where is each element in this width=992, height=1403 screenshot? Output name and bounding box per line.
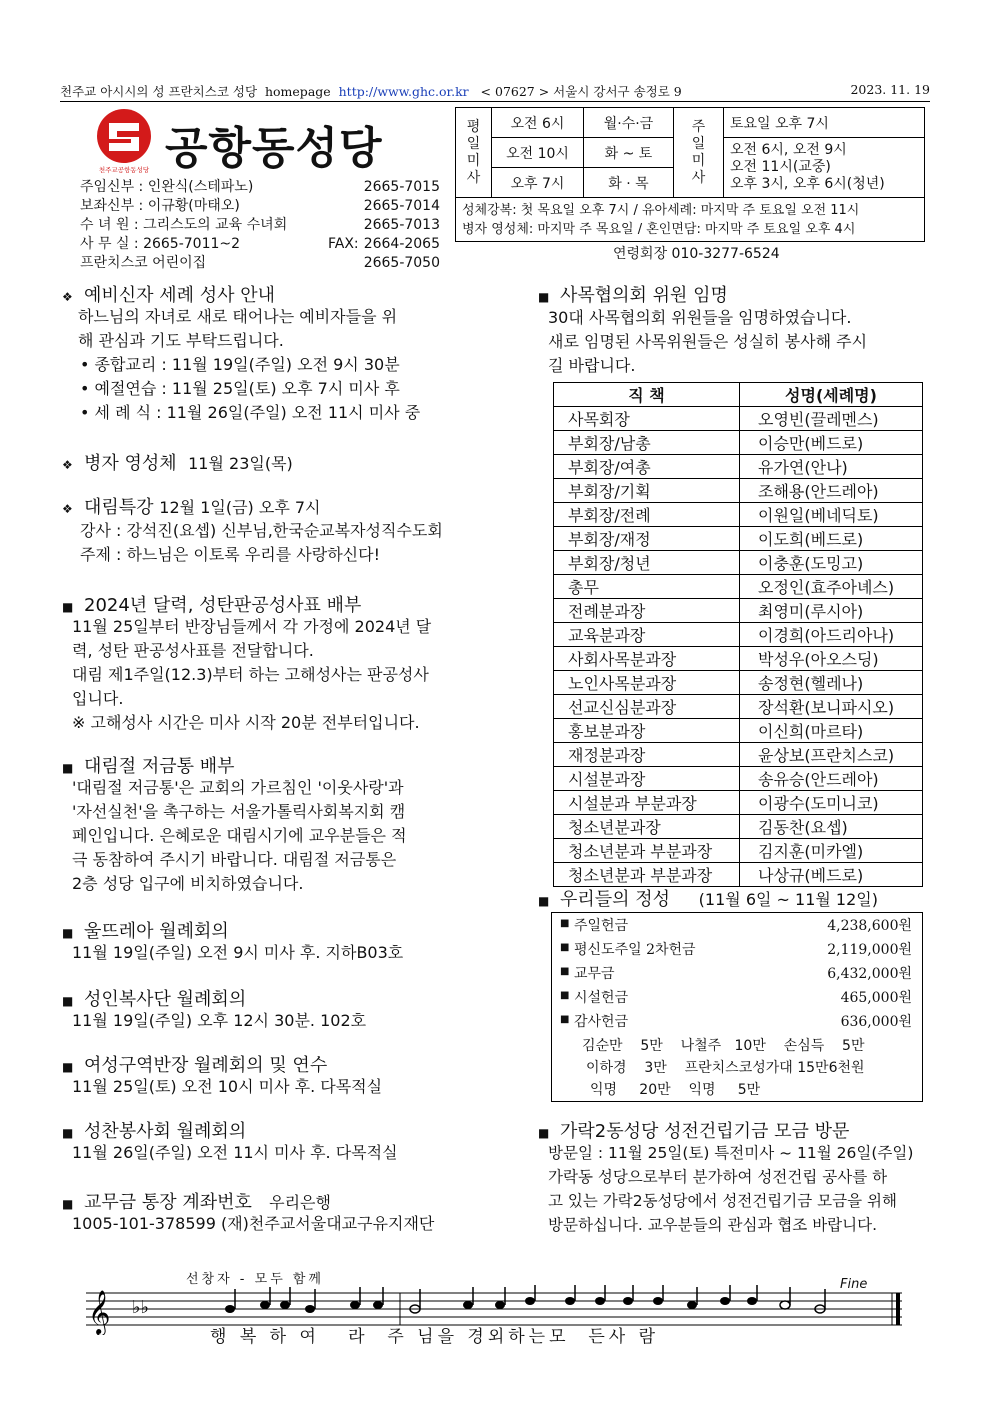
header-rule bbox=[60, 101, 930, 102]
list-item: • 예절연습 : 11월 25일(토) 오후 7시 미사 후 bbox=[80, 379, 400, 398]
section-title: 사목협의회 위원 임명 bbox=[560, 285, 728, 306]
section-title: 성찬봉사회 월례회의 bbox=[84, 1121, 247, 1142]
thanks-line: 김순만 5만 나철주 10만 손심득 5만 bbox=[582, 1038, 865, 1054]
table-row bbox=[554, 767, 923, 791]
member-name-cell: 오영빈(끌레멘스) bbox=[740, 407, 923, 431]
staff-phone: 2664-2065 bbox=[363, 236, 440, 252]
section-women-leaders bbox=[62, 1051, 327, 1077]
sunday-mass-times bbox=[724, 138, 924, 197]
women-leaders-body: 11월 25일(토) 오전 10시 미사 후. 다목적실 bbox=[72, 1077, 383, 1096]
fax-label: FAX: bbox=[328, 236, 359, 252]
weekday-time: 오후 7시 bbox=[492, 168, 584, 197]
table-header bbox=[554, 383, 923, 407]
catechumen-body bbox=[78, 305, 468, 353]
section-calendar bbox=[62, 591, 361, 617]
section-garak2 bbox=[538, 1117, 849, 1143]
council-table bbox=[553, 382, 923, 887]
bank-name: 우리은행 bbox=[269, 1193, 331, 1212]
offering-amount: 465,000원 bbox=[840, 990, 912, 1006]
table-row bbox=[554, 815, 923, 839]
member-name-cell: 김지훈(미카엘) bbox=[740, 839, 923, 863]
weekday-mass-label bbox=[456, 108, 492, 197]
weekday-days: 월·수·금 bbox=[584, 108, 674, 138]
diamond-icon: ❖ bbox=[62, 290, 73, 304]
homepage-link[interactable]: http://www.ghc.or.kr bbox=[338, 84, 469, 99]
staff-role: 보좌신부 : 이규황(마태오) bbox=[80, 198, 240, 214]
section-title: 대림특강 bbox=[84, 497, 154, 518]
label-char: 평 bbox=[466, 118, 481, 135]
offering-amount: 2,119,000원 bbox=[827, 942, 912, 958]
square-bullet-icon: ■ bbox=[62, 600, 74, 614]
header-prefix: 천주교 아시시의 성 프란치스코 성당 bbox=[60, 84, 258, 99]
body-line: ※ 고해성사 시간은 미사 시작 20분 전부터입니다. bbox=[72, 713, 420, 732]
body-line: 방문일 : 11월 25일(토) 특전미사 ~ 11월 26일(주일) bbox=[548, 1144, 914, 1162]
section-title: 2024년 달력, 성탄판공성사표 배부 bbox=[84, 595, 362, 616]
position-cell: 부회장/재정 bbox=[554, 527, 740, 551]
body-line: 11월 25일부터 반장님들께서 각 가정에 2024년 달 bbox=[72, 617, 432, 636]
position-cell: 부회장/청년 bbox=[554, 551, 740, 575]
position-cell: 시설분과장 bbox=[554, 767, 740, 791]
square-bullet-icon: ■ bbox=[560, 918, 570, 929]
sunday-times-line: 오전 6시, 오전 9시 bbox=[730, 142, 847, 158]
position-cell: 청소년분과장 bbox=[554, 815, 740, 839]
saturday-mass: 토요일 오후 7시 bbox=[724, 108, 924, 138]
advent-lecture-body bbox=[80, 519, 443, 567]
council-body bbox=[548, 306, 928, 378]
diamond-icon: ❖ bbox=[62, 502, 73, 516]
position-cell: 노인사목분과장 bbox=[554, 671, 740, 695]
offering-label: 주일헌금 bbox=[574, 918, 629, 934]
thanks-line: 익명 20만 익명 5만 bbox=[590, 1082, 761, 1098]
svg-text:♭♭: ♭♭ bbox=[132, 1297, 149, 1318]
section-sick-communion bbox=[62, 449, 293, 475]
eucharist-ministers-body: 11월 26일(주일) 오전 11시 미사 후. 다목적실 bbox=[72, 1143, 398, 1162]
body-line: 입니다. bbox=[72, 689, 124, 708]
label-char: 일 bbox=[466, 135, 481, 152]
label-char: 미 bbox=[466, 152, 481, 169]
section-advent-bank bbox=[62, 752, 235, 778]
table-row bbox=[554, 599, 923, 623]
offering-row bbox=[552, 987, 922, 1011]
section-council bbox=[538, 281, 728, 307]
staff-row bbox=[80, 197, 440, 216]
body-line: 극 동참하여 주시기 바랍니다. 대림절 저금통은 bbox=[72, 850, 397, 869]
table-row bbox=[554, 503, 923, 527]
square-bullet-icon: ■ bbox=[62, 994, 74, 1008]
offering-amount: 6,432,000원 bbox=[827, 966, 912, 982]
weekday-time: 오전 6시 bbox=[492, 108, 584, 138]
parish-logo-icon bbox=[95, 107, 153, 165]
funeral-contact: 연령회장 010-3277-6524 bbox=[613, 246, 780, 262]
staff-phone: 2665-7014 bbox=[363, 198, 440, 214]
table-row bbox=[554, 575, 923, 599]
header-line bbox=[60, 82, 930, 100]
offering-amount: 636,000원 bbox=[840, 1014, 912, 1030]
section-date: 11월 23일(목) bbox=[188, 454, 293, 473]
table-row bbox=[554, 407, 923, 431]
table-row bbox=[554, 647, 923, 671]
position-cell: 선교신심분과장 bbox=[554, 695, 740, 719]
table-row bbox=[554, 551, 923, 575]
section-ultreya bbox=[62, 917, 229, 943]
member-name-cell: 박성우(아오스딩) bbox=[740, 647, 923, 671]
section-title: 가락2동성당 성전건립기금 모금 방문 bbox=[560, 1121, 850, 1142]
body-line: '대림절 저금통'은 교회의 가르침인 '이웃사랑'과 bbox=[72, 778, 404, 797]
staff-row bbox=[80, 254, 440, 273]
staff-role: 주임신부 : 인완식(스테파노) bbox=[80, 179, 254, 195]
advent-bank-body bbox=[72, 776, 472, 896]
body-line: 30대 사목협의회 위원들을 임명하였습니다. bbox=[548, 308, 852, 327]
body-line: 대림 제1주일(12.3)부터 하는 고해성사는 판공성사 bbox=[72, 665, 429, 684]
section-title: 울뜨레아 월례회의 bbox=[84, 921, 229, 942]
table-row bbox=[554, 623, 923, 647]
square-bullet-icon: ■ bbox=[62, 761, 74, 775]
square-bullet-icon: ■ bbox=[62, 926, 74, 940]
section-title: 여성구역반장 월례회의 및 연수 bbox=[84, 1055, 328, 1076]
hymn-lyrics: 행 복 하 여 라 주 님을 경외하는모 든사 람 bbox=[210, 1327, 660, 1347]
garak2-body bbox=[548, 1141, 933, 1237]
square-bullet-icon: ■ bbox=[538, 894, 550, 908]
position-cell: 청소년분과 부분과장 bbox=[554, 863, 740, 887]
offering-row bbox=[552, 915, 922, 939]
table-row bbox=[554, 671, 923, 695]
member-name-cell: 이충훈(도밍고) bbox=[740, 551, 923, 575]
offering-row bbox=[552, 939, 922, 963]
staff-phone: 2665-7050 bbox=[363, 255, 440, 271]
position-cell: 부회장/전례 bbox=[554, 503, 740, 527]
position-cell: 전례분과장 bbox=[554, 599, 740, 623]
staff-role: 수 녀 원 : 그리스도의 교육 수녀회 bbox=[80, 217, 288, 233]
section-date: 12월 1일(금) 오후 7시 bbox=[159, 498, 321, 517]
square-bullet-icon: ■ bbox=[62, 1060, 74, 1074]
member-name-cell: 이도희(베드로) bbox=[740, 527, 923, 551]
mass-schedule bbox=[455, 107, 925, 242]
member-name-cell: 이승만(베드로) bbox=[740, 431, 923, 455]
position-cell: 청소년분과 부분과장 bbox=[554, 839, 740, 863]
offering-label: 감사헌금 bbox=[574, 1014, 629, 1030]
list-item: • 세 례 식 : 11월 26일(주일) 오전 11시 미사 중 bbox=[80, 403, 421, 422]
staff-row bbox=[80, 235, 440, 254]
body-line: 강사 : 강석진(요셉) 신부님,한국순교복자성직수도회 bbox=[80, 521, 443, 540]
label-char: 사 bbox=[691, 169, 706, 186]
section-title: 성인복사단 월례회의 bbox=[84, 989, 247, 1010]
offering-amount: 4,238,600원 bbox=[827, 918, 912, 934]
offering-label: 평신도주일 2차헌금 bbox=[574, 942, 696, 958]
member-name-cell: 김동찬(요셉) bbox=[740, 815, 923, 839]
table-row bbox=[554, 719, 923, 743]
square-bullet-icon: ■ bbox=[560, 1014, 570, 1025]
body-line: 새로 임명된 사목위원들은 성실히 봉사해 주시 bbox=[548, 332, 868, 351]
weekday-time: 오전 10시 bbox=[492, 138, 584, 168]
square-bullet-icon: ■ bbox=[560, 990, 570, 1001]
offering-row bbox=[552, 963, 922, 987]
table-row bbox=[554, 479, 923, 503]
offerings-box bbox=[551, 912, 923, 1102]
position-cell: 총무 bbox=[554, 575, 740, 599]
homepage-label: homepage bbox=[264, 84, 331, 99]
sunday-mass-label bbox=[674, 108, 724, 197]
catechumen-schedule bbox=[80, 353, 420, 425]
fine-mark: Fine bbox=[840, 1277, 868, 1292]
weekday-days: 화 ~ 토 bbox=[584, 138, 674, 168]
section-offerings bbox=[538, 885, 878, 911]
list-item: • 종합교리 : 11월 19일(주일) 오전 9시 30분 bbox=[80, 355, 400, 374]
member-name-cell: 장석환(보니파시오) bbox=[740, 695, 923, 719]
account-number: 1005-101-378599 (재)천주교서울대교구유지재단 bbox=[72, 1214, 435, 1233]
table-row bbox=[554, 527, 923, 551]
section-eucharist-ministers bbox=[62, 1117, 246, 1143]
issue-date: 2023. 11. 19 bbox=[850, 82, 930, 97]
body-line: 고 있는 가락2동성당에서 성전건립기금 모금을 위해 bbox=[548, 1192, 897, 1210]
square-bullet-icon: ■ bbox=[560, 966, 570, 977]
staff-list bbox=[80, 178, 440, 273]
altar-servers-body: 11월 19일(주일) 오후 12시 30분. 102호 bbox=[72, 1011, 367, 1030]
staff-role: 사 무 실 : 2665-7011~2 bbox=[80, 236, 241, 252]
column-header: 직 책 bbox=[554, 383, 740, 407]
section-account bbox=[62, 1188, 331, 1214]
label-char: 일 bbox=[691, 135, 706, 152]
table-row bbox=[554, 431, 923, 455]
sacrament-notes bbox=[456, 197, 924, 242]
member-name-cell: 나상규(베드로) bbox=[740, 863, 923, 887]
member-name-cell: 윤상보(프란치스코) bbox=[740, 743, 923, 767]
member-name-cell: 송유승(안드레아) bbox=[740, 767, 923, 791]
label-char: 미 bbox=[691, 152, 706, 169]
section-catechumen bbox=[62, 281, 275, 307]
body-line: 가락동 성당으로부터 분가하여 성전건립 공사를 하 bbox=[548, 1168, 888, 1186]
body-line: 해 관심과 기도 부탁드립니다. bbox=[78, 331, 284, 350]
square-bullet-icon: ■ bbox=[62, 1197, 74, 1211]
member-name-cell: 이경희(아드리아나) bbox=[740, 623, 923, 647]
section-title: 예비신자 세례 성사 안내 bbox=[84, 285, 276, 306]
logo-caption: 천주교공항동성당 bbox=[98, 166, 150, 174]
position-cell: 홍보분과장 bbox=[554, 719, 740, 743]
staff-row bbox=[80, 178, 440, 197]
member-name-cell: 이원일(베네딕토) bbox=[740, 503, 923, 527]
weekday-days: 화 · 목 bbox=[584, 168, 674, 197]
sunday-times-line: 오후 3시, 오후 6시(청년) bbox=[730, 176, 885, 192]
position-cell: 시설분과 부분과장 bbox=[554, 791, 740, 815]
table-row bbox=[554, 863, 923, 887]
member-name-cell: 오정인(효주아녜스) bbox=[740, 575, 923, 599]
offering-label: 시설헌금 bbox=[574, 990, 629, 1006]
body-line: '자선실천'을 촉구하는 서울가톨릭사회복지회 캠 bbox=[72, 802, 406, 821]
member-name-cell: 조해용(안드레아) bbox=[740, 479, 923, 503]
thanks-line: 이하경 3만 프란치스코성가대 15만6천원 bbox=[586, 1060, 865, 1076]
calendar-body bbox=[72, 615, 472, 735]
table-row bbox=[554, 791, 923, 815]
staff-row bbox=[80, 216, 440, 235]
position-cell: 부회장/남총 bbox=[554, 431, 740, 455]
member-name-cell: 유가연(안나) bbox=[740, 455, 923, 479]
position-cell: 재정분과장 bbox=[554, 743, 740, 767]
table-row bbox=[554, 695, 923, 719]
table-row bbox=[554, 839, 923, 863]
staff-phone: 2665-7013 bbox=[363, 217, 440, 233]
square-bullet-icon: ■ bbox=[538, 1126, 550, 1140]
music-caption: 선창자 - 모두 함께 bbox=[186, 1272, 324, 1287]
square-bullet-icon: ■ bbox=[538, 290, 550, 304]
table-row bbox=[554, 743, 923, 767]
sacrament-note: 성체강복: 첫 목요일 오후 7시 / 유아세례: 마지막 주 토요일 오전 11시 bbox=[462, 203, 860, 218]
staff-phone: 2665-7015 bbox=[363, 179, 440, 195]
position-cell: 사목회장 bbox=[554, 407, 740, 431]
member-name-cell: 이신희(마르타) bbox=[740, 719, 923, 743]
section-title: 대림절 저금통 배부 bbox=[84, 756, 235, 777]
body-line: 2층 성당 입구에 비치하였습니다. bbox=[72, 874, 304, 893]
member-name-cell: 최영미(루시아) bbox=[740, 599, 923, 623]
offering-row bbox=[552, 1011, 922, 1035]
address: < 07627 > 서울시 강서구 송정로 9 bbox=[480, 84, 682, 99]
position-cell: 사회사목분과장 bbox=[554, 647, 740, 671]
sunday-times-line: 오전 11시(교중) bbox=[730, 159, 831, 175]
label-char: 주 bbox=[691, 118, 706, 135]
svg-text:𝄞: 𝄞 bbox=[88, 1290, 111, 1334]
position-cell: 부회장/기획 bbox=[554, 479, 740, 503]
offering-label: 교무금 bbox=[574, 966, 615, 982]
staff-role: 프란치스코 어린이집 bbox=[80, 255, 207, 271]
body-line: 력, 성탄 판공성사표를 전달합니다. bbox=[72, 641, 314, 660]
offering-period: (11월 6일 ~ 11월 12일) bbox=[698, 890, 878, 909]
diamond-icon: ❖ bbox=[62, 458, 73, 472]
label-char: 사 bbox=[466, 169, 481, 186]
section-title: 병자 영성체 bbox=[84, 453, 177, 474]
position-cell: 부회장/여총 bbox=[554, 455, 740, 479]
body-line: 주제 : 하느님은 이토록 우리를 사랑하신다! bbox=[80, 545, 380, 564]
section-title: 교무금 통장 계좌번호 bbox=[84, 1192, 252, 1213]
position-cell: 교육분과장 bbox=[554, 623, 740, 647]
member-name-cell: 송정현(헬레나) bbox=[740, 671, 923, 695]
sacrament-note: 병자 영성체: 마지막 주 목요일 / 혼인면담: 마지막 주 토요일 오후 4시 bbox=[462, 222, 856, 237]
table-row bbox=[554, 455, 923, 479]
column-header: 성명(세례명) bbox=[740, 383, 923, 407]
member-name-cell: 이광수(도미니코) bbox=[740, 791, 923, 815]
body-line: 길 바랍니다. bbox=[548, 356, 636, 375]
section-title: 우리들의 정성 bbox=[560, 889, 671, 910]
parish-name: 공항동성당 bbox=[165, 123, 383, 174]
body-line: 방문하십니다. 교우분들의 관심과 협조 바랍니다. bbox=[548, 1216, 878, 1234]
section-advent-lecture bbox=[62, 493, 321, 519]
section-altar-servers bbox=[62, 985, 246, 1011]
body-line: 페인입니다. 은혜로운 대림시기에 교우분들은 적 bbox=[72, 826, 407, 845]
body-line: 하느님의 자녀로 새로 태어나는 예비자들을 위 bbox=[78, 307, 398, 326]
square-bullet-icon: ■ bbox=[560, 942, 570, 953]
square-bullet-icon: ■ bbox=[62, 1126, 74, 1140]
ultreya-body: 11월 19일(주일) 오전 9시 미사 후. 지하B03호 bbox=[72, 943, 404, 962]
